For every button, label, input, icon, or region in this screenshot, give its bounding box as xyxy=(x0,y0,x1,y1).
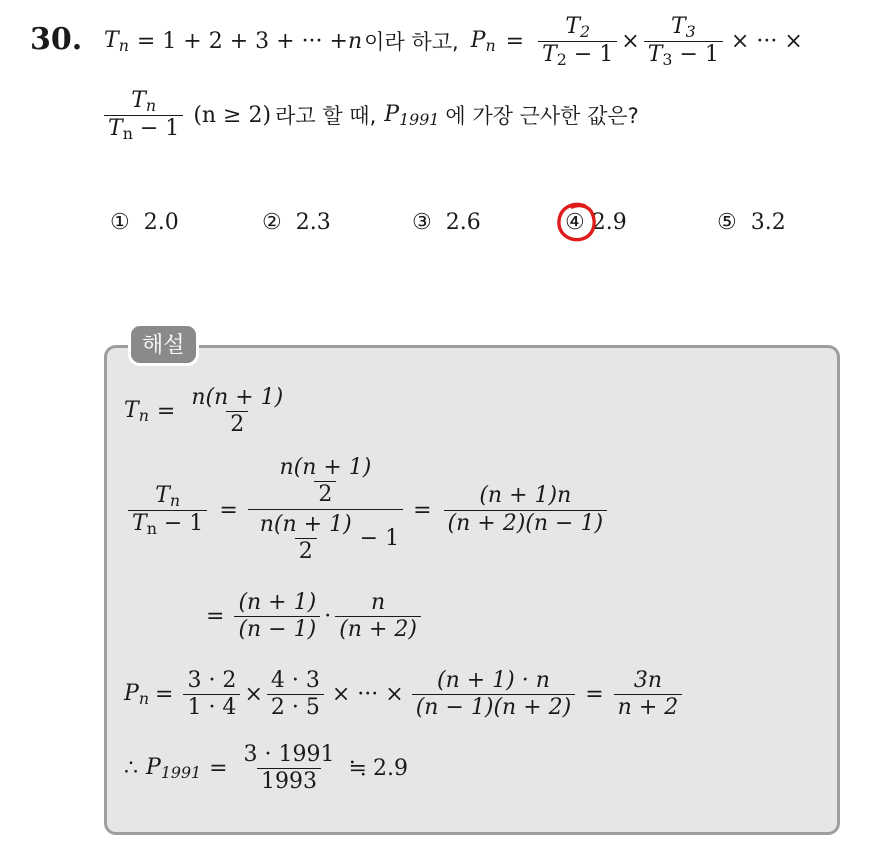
times-sign: × xyxy=(621,28,640,54)
question-text-3: 에 가장 근사한 값은? xyxy=(445,104,639,129)
fraction-t2: $\frac{T_2}{T_2 - 1}$ xyxy=(538,14,617,69)
solution-line-5: ∴ $P_{1991}$ = $\frac{3 \cdot 1991}{1993}$ ≒ 2.9 xyxy=(124,742,408,795)
question-text-2: 라고 할 때, xyxy=(275,104,377,129)
question-text-1: 이라 하고, xyxy=(364,30,459,55)
choice-3[interactable]: ③ 2.6 xyxy=(412,210,481,235)
choice-4[interactable]: ④ 2.9 xyxy=(565,210,627,235)
choice-5[interactable]: ⑤ 3.2 xyxy=(717,210,786,235)
pn-symbol: $P_n$ xyxy=(470,27,496,55)
solution-line-2: $\frac{T_n}{T_n - 1}$ = $\frac{n(n + 1)}{2}$ $\frac{n(n + 1)}{2}$ − 1 = $\frac{(n + 1)n}{(n + 2)(n - 1)}$ xyxy=(124,455,611,566)
question-line-2 xyxy=(100,88,639,143)
series-n: n xyxy=(347,28,363,54)
series-text: = 1 + 2 + 3 + ··· + xyxy=(136,28,348,54)
equals-sign: = xyxy=(505,28,525,54)
choice-2[interactable]: ② 2.3 xyxy=(262,210,331,235)
p1991-symbol: $P_{1991}$ xyxy=(384,101,440,129)
solution-line-1: $T_n$ = $\frac{n(n + 1)}{2}$ xyxy=(124,385,284,438)
fraction-t3: $\frac{T_3}{T_3 - 1}$ xyxy=(644,14,723,69)
solution-tag: 해설 xyxy=(128,323,199,366)
times-ellipsis: × ··· × xyxy=(730,28,803,54)
choice-1[interactable]: ① 2.0 xyxy=(110,210,179,235)
answer-circle-icon xyxy=(555,200,599,244)
question-line-1 xyxy=(104,14,803,69)
solution-line-4: $P_n$ = $\frac{3 \cdot 2}{1 \cdot 4}$ × $\frac{4 \cdot 3}{2 \cdot 5}$ × ··· × $\frac{(n + 1) \cdot n}{(n - 1)(n + 2)}$ = $\frac{3n}{n + 2}$ xyxy=(124,668,686,722)
question-number: 30. xyxy=(30,22,83,57)
solution-line-3: = $\frac{(n + 1)}{(n - 1)}$ · $\frac{n}{(n + 2)}$ xyxy=(206,590,425,644)
tn-symbol: $T_n$ xyxy=(104,27,129,55)
condition: (n ≥ 2) xyxy=(193,102,272,128)
fraction-tn: $\frac{T_n}{T_n - 1}$ xyxy=(104,88,183,143)
